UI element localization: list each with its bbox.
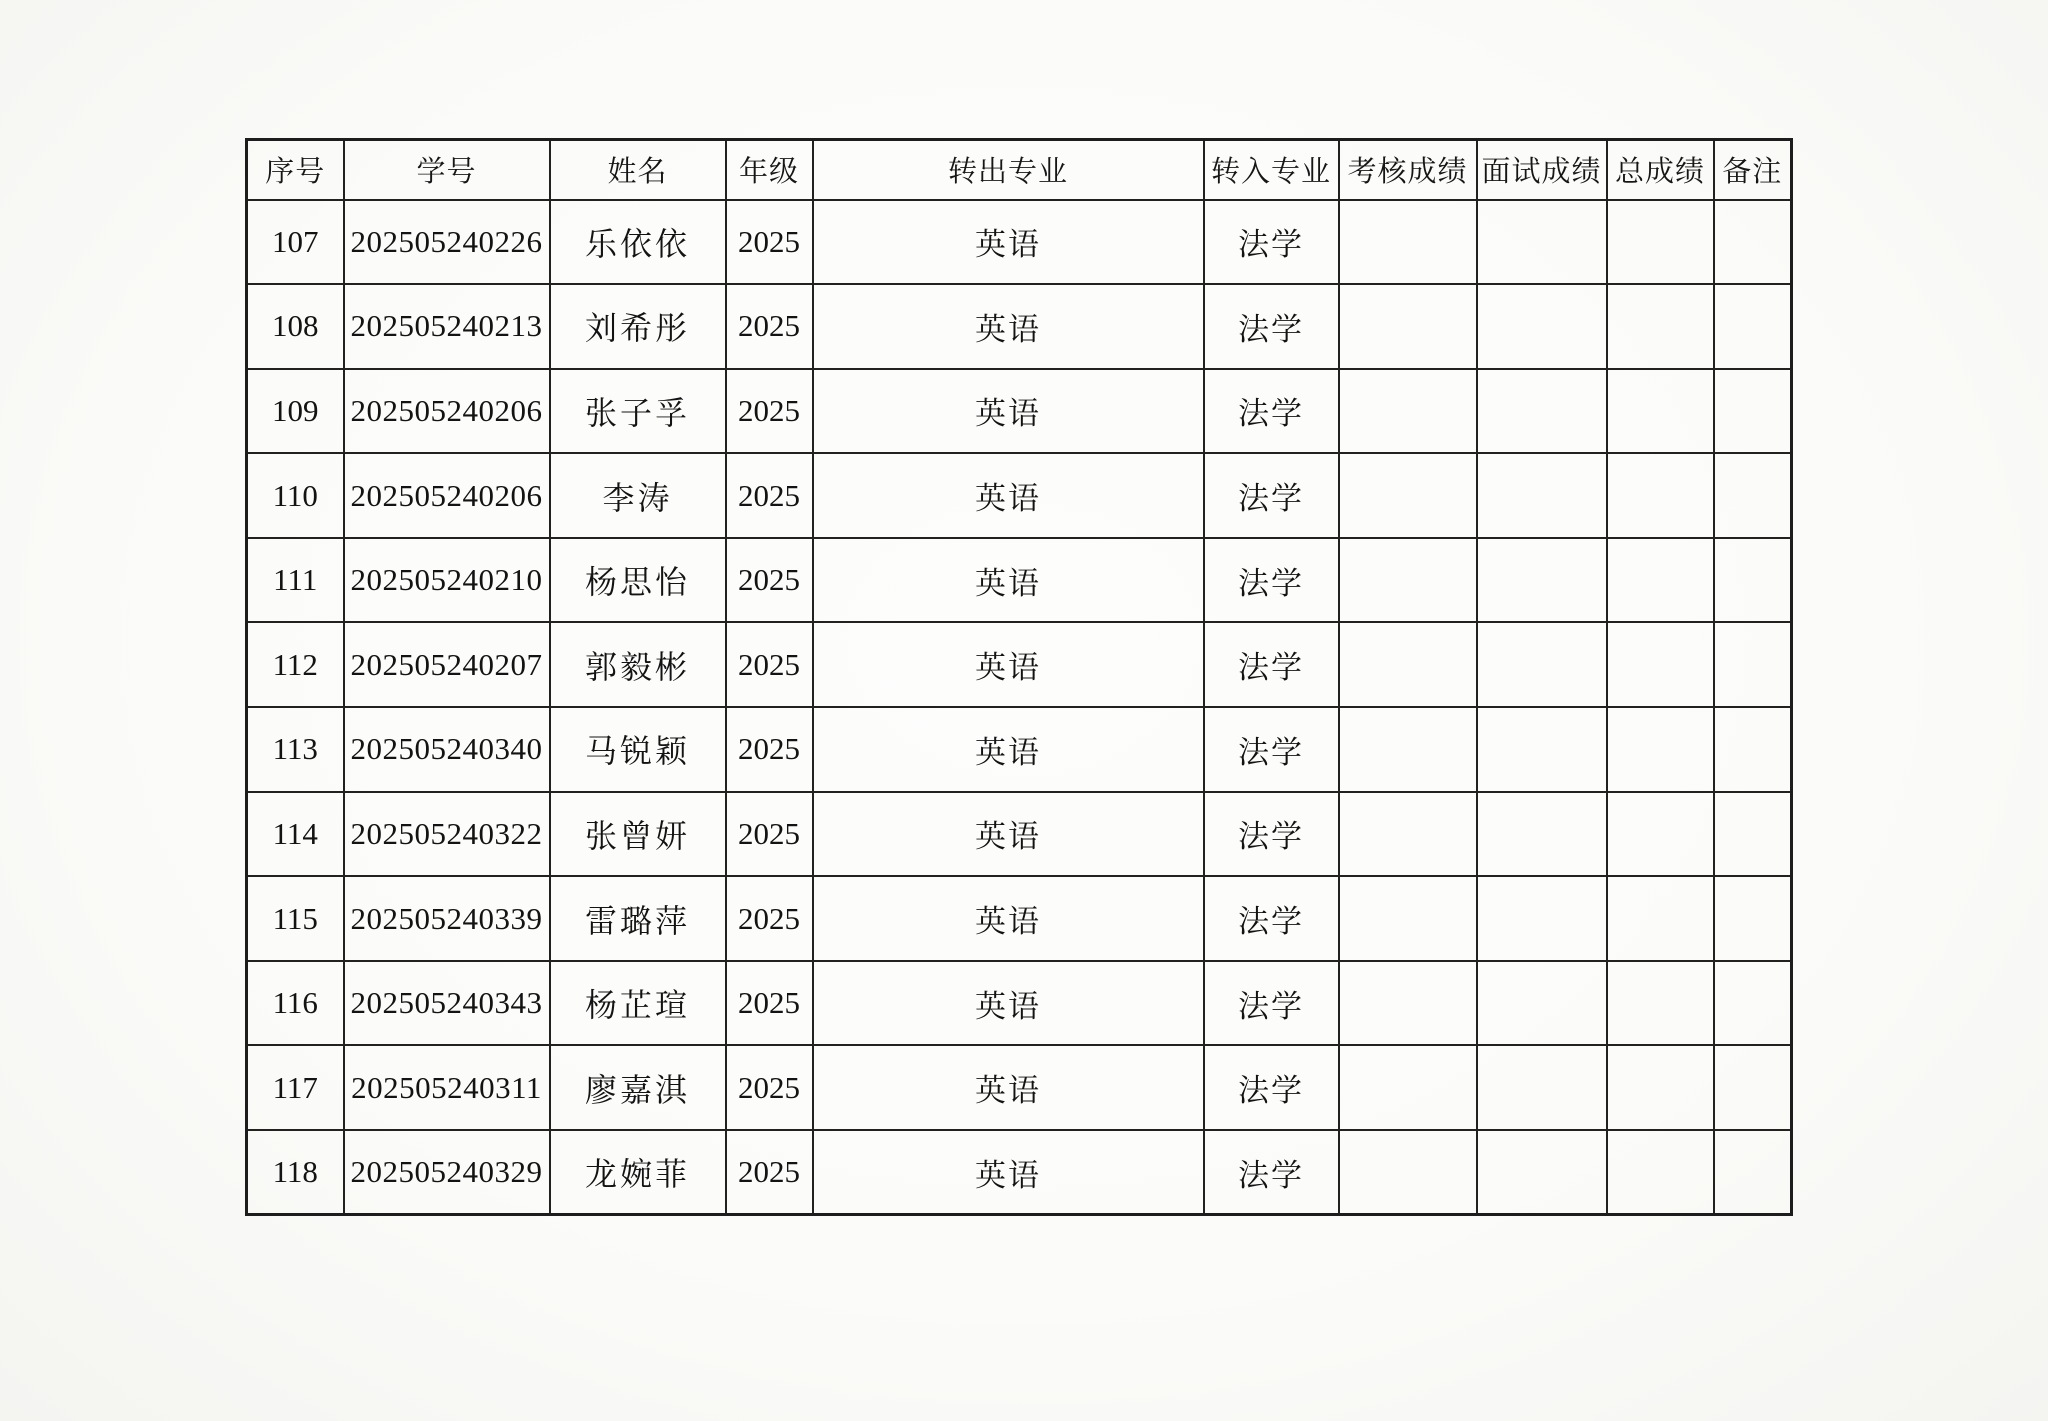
cell-no: 112 xyxy=(247,622,344,707)
table-row xyxy=(247,707,1792,792)
cell-to_major: 法学 xyxy=(1204,707,1339,792)
cell-exam_score xyxy=(1339,538,1477,623)
cell-grade: 2025 xyxy=(726,1130,813,1215)
table-header xyxy=(247,140,1792,200)
cell-grade: 2025 xyxy=(726,622,813,707)
cell-remark xyxy=(1714,453,1792,538)
cell-remark xyxy=(1714,200,1792,285)
cell-exam_score xyxy=(1339,284,1477,369)
header-grade: 年级 xyxy=(726,140,813,200)
cell-grade: 2025 xyxy=(726,792,813,877)
cell-no: 116 xyxy=(247,961,344,1046)
cell-student_id: 202505240340 xyxy=(344,707,550,792)
cell-name: 李涛 xyxy=(550,453,726,538)
cell-total_score xyxy=(1607,792,1714,877)
cell-student_id: 202505240322 xyxy=(344,792,550,877)
cell-name: 马锐颖 xyxy=(550,707,726,792)
cell-remark xyxy=(1714,1130,1792,1215)
table-row xyxy=(247,453,1792,538)
cell-student_id: 202505240329 xyxy=(344,1130,550,1215)
cell-name: 雷璐萍 xyxy=(550,876,726,961)
cell-interview_score xyxy=(1477,876,1607,961)
cell-total_score xyxy=(1607,453,1714,538)
cell-from_major: 英语 xyxy=(813,1130,1204,1215)
cell-from_major: 英语 xyxy=(813,538,1204,623)
header-exam-score: 考核成绩 xyxy=(1339,140,1477,200)
cell-name: 杨思怡 xyxy=(550,538,726,623)
cell-student_id: 202505240206 xyxy=(344,453,550,538)
cell-no: 107 xyxy=(247,200,344,285)
cell-total_score xyxy=(1607,538,1714,623)
cell-remark xyxy=(1714,369,1792,454)
cell-remark xyxy=(1714,961,1792,1046)
cell-no: 111 xyxy=(247,538,344,623)
cell-total_score xyxy=(1607,284,1714,369)
table-row xyxy=(247,792,1792,877)
cell-grade: 2025 xyxy=(726,961,813,1046)
cell-remark xyxy=(1714,792,1792,877)
cell-interview_score xyxy=(1477,792,1607,877)
cell-no: 115 xyxy=(247,876,344,961)
cell-to_major: 法学 xyxy=(1204,284,1339,369)
cell-total_score xyxy=(1607,622,1714,707)
cell-grade: 2025 xyxy=(726,369,813,454)
cell-to_major: 法学 xyxy=(1204,961,1339,1046)
cell-interview_score xyxy=(1477,538,1607,623)
cell-student_id: 202505240339 xyxy=(344,876,550,961)
cell-interview_score xyxy=(1477,1045,1607,1130)
cell-total_score xyxy=(1607,369,1714,454)
cell-to_major: 法学 xyxy=(1204,453,1339,538)
cell-to_major: 法学 xyxy=(1204,1045,1339,1130)
cell-interview_score xyxy=(1477,707,1607,792)
cell-student_id: 202505240311 xyxy=(344,1045,550,1130)
cell-no: 118 xyxy=(247,1130,344,1215)
cell-from_major: 英语 xyxy=(813,1045,1204,1130)
cell-student_id: 202505240207 xyxy=(344,622,550,707)
cell-name: 龙婉菲 xyxy=(550,1130,726,1215)
cell-to_major: 法学 xyxy=(1204,369,1339,454)
header-row xyxy=(247,140,1792,200)
cell-from_major: 英语 xyxy=(813,961,1204,1046)
cell-total_score xyxy=(1607,200,1714,285)
cell-to_major: 法学 xyxy=(1204,876,1339,961)
cell-grade: 2025 xyxy=(726,284,813,369)
header-remark: 备注 xyxy=(1714,140,1792,200)
cell-exam_score xyxy=(1339,1130,1477,1215)
cell-from_major: 英语 xyxy=(813,453,1204,538)
cell-interview_score xyxy=(1477,622,1607,707)
cell-remark xyxy=(1714,707,1792,792)
cell-interview_score xyxy=(1477,1130,1607,1215)
table-body xyxy=(247,200,1792,1215)
cell-exam_score xyxy=(1339,200,1477,285)
cell-to_major: 法学 xyxy=(1204,622,1339,707)
table-row xyxy=(247,961,1792,1046)
cell-student_id: 202505240226 xyxy=(344,200,550,285)
cell-student_id: 202505240343 xyxy=(344,961,550,1046)
cell-no: 109 xyxy=(247,369,344,454)
header-no: 序号 xyxy=(247,140,344,200)
cell-from_major: 英语 xyxy=(813,707,1204,792)
cell-no: 114 xyxy=(247,792,344,877)
header-total-score: 总成绩 xyxy=(1607,140,1714,200)
table-row xyxy=(247,876,1792,961)
cell-from_major: 英语 xyxy=(813,200,1204,285)
cell-grade: 2025 xyxy=(726,453,813,538)
cell-from_major: 英语 xyxy=(813,622,1204,707)
cell-grade: 2025 xyxy=(726,1045,813,1130)
cell-remark xyxy=(1714,284,1792,369)
table-row xyxy=(247,538,1792,623)
cell-remark xyxy=(1714,622,1792,707)
cell-name: 杨芷瑄 xyxy=(550,961,726,1046)
header-from-major: 转出专业 xyxy=(813,140,1204,200)
cell-interview_score xyxy=(1477,961,1607,1046)
cell-no: 110 xyxy=(247,453,344,538)
cell-interview_score xyxy=(1477,200,1607,285)
cell-from_major: 英语 xyxy=(813,369,1204,454)
cell-grade: 2025 xyxy=(726,200,813,285)
cell-exam_score xyxy=(1339,792,1477,877)
header-to-major: 转入专业 xyxy=(1204,140,1339,200)
cell-to_major: 法学 xyxy=(1204,200,1339,285)
cell-grade: 2025 xyxy=(726,876,813,961)
cell-name: 郭毅彬 xyxy=(550,622,726,707)
header-name: 姓名 xyxy=(550,140,726,200)
cell-student_id: 202505240206 xyxy=(344,369,550,454)
cell-from_major: 英语 xyxy=(813,284,1204,369)
cell-remark xyxy=(1714,876,1792,961)
cell-exam_score xyxy=(1339,707,1477,792)
table-row xyxy=(247,200,1792,285)
cell-interview_score xyxy=(1477,369,1607,454)
cell-exam_score xyxy=(1339,1045,1477,1130)
cell-no: 108 xyxy=(247,284,344,369)
cell-total_score xyxy=(1607,707,1714,792)
cell-no: 113 xyxy=(247,707,344,792)
cell-exam_score xyxy=(1339,369,1477,454)
header-interview-score: 面试成绩 xyxy=(1477,140,1607,200)
cell-exam_score xyxy=(1339,622,1477,707)
cell-name: 刘希彤 xyxy=(550,284,726,369)
cell-interview_score xyxy=(1477,284,1607,369)
table-row xyxy=(247,1130,1792,1215)
cell-total_score xyxy=(1607,876,1714,961)
cell-from_major: 英语 xyxy=(813,792,1204,877)
cell-no: 117 xyxy=(247,1045,344,1130)
cell-exam_score xyxy=(1339,876,1477,961)
cell-grade: 2025 xyxy=(726,538,813,623)
table-row xyxy=(247,284,1792,369)
cell-to_major: 法学 xyxy=(1204,1130,1339,1215)
cell-total_score xyxy=(1607,1130,1714,1215)
cell-to_major: 法学 xyxy=(1204,538,1339,623)
table-row xyxy=(247,369,1792,454)
cell-total_score xyxy=(1607,1045,1714,1130)
cell-to_major: 法学 xyxy=(1204,792,1339,877)
cell-remark xyxy=(1714,1045,1792,1130)
transfer-roster-table xyxy=(245,138,1793,1216)
cell-exam_score xyxy=(1339,961,1477,1046)
header-student-id: 学号 xyxy=(344,140,550,200)
cell-name: 张曾妍 xyxy=(550,792,726,877)
cell-from_major: 英语 xyxy=(813,876,1204,961)
cell-student_id: 202505240210 xyxy=(344,538,550,623)
cell-interview_score xyxy=(1477,453,1607,538)
cell-student_id: 202505240213 xyxy=(344,284,550,369)
cell-name: 乐依依 xyxy=(550,200,726,285)
cell-remark xyxy=(1714,538,1792,623)
cell-exam_score xyxy=(1339,453,1477,538)
cell-name: 张子孚 xyxy=(550,369,726,454)
cell-grade: 2025 xyxy=(726,707,813,792)
cell-name: 廖嘉淇 xyxy=(550,1045,726,1130)
cell-total_score xyxy=(1607,961,1714,1046)
table-row xyxy=(247,622,1792,707)
table-row xyxy=(247,1045,1792,1130)
